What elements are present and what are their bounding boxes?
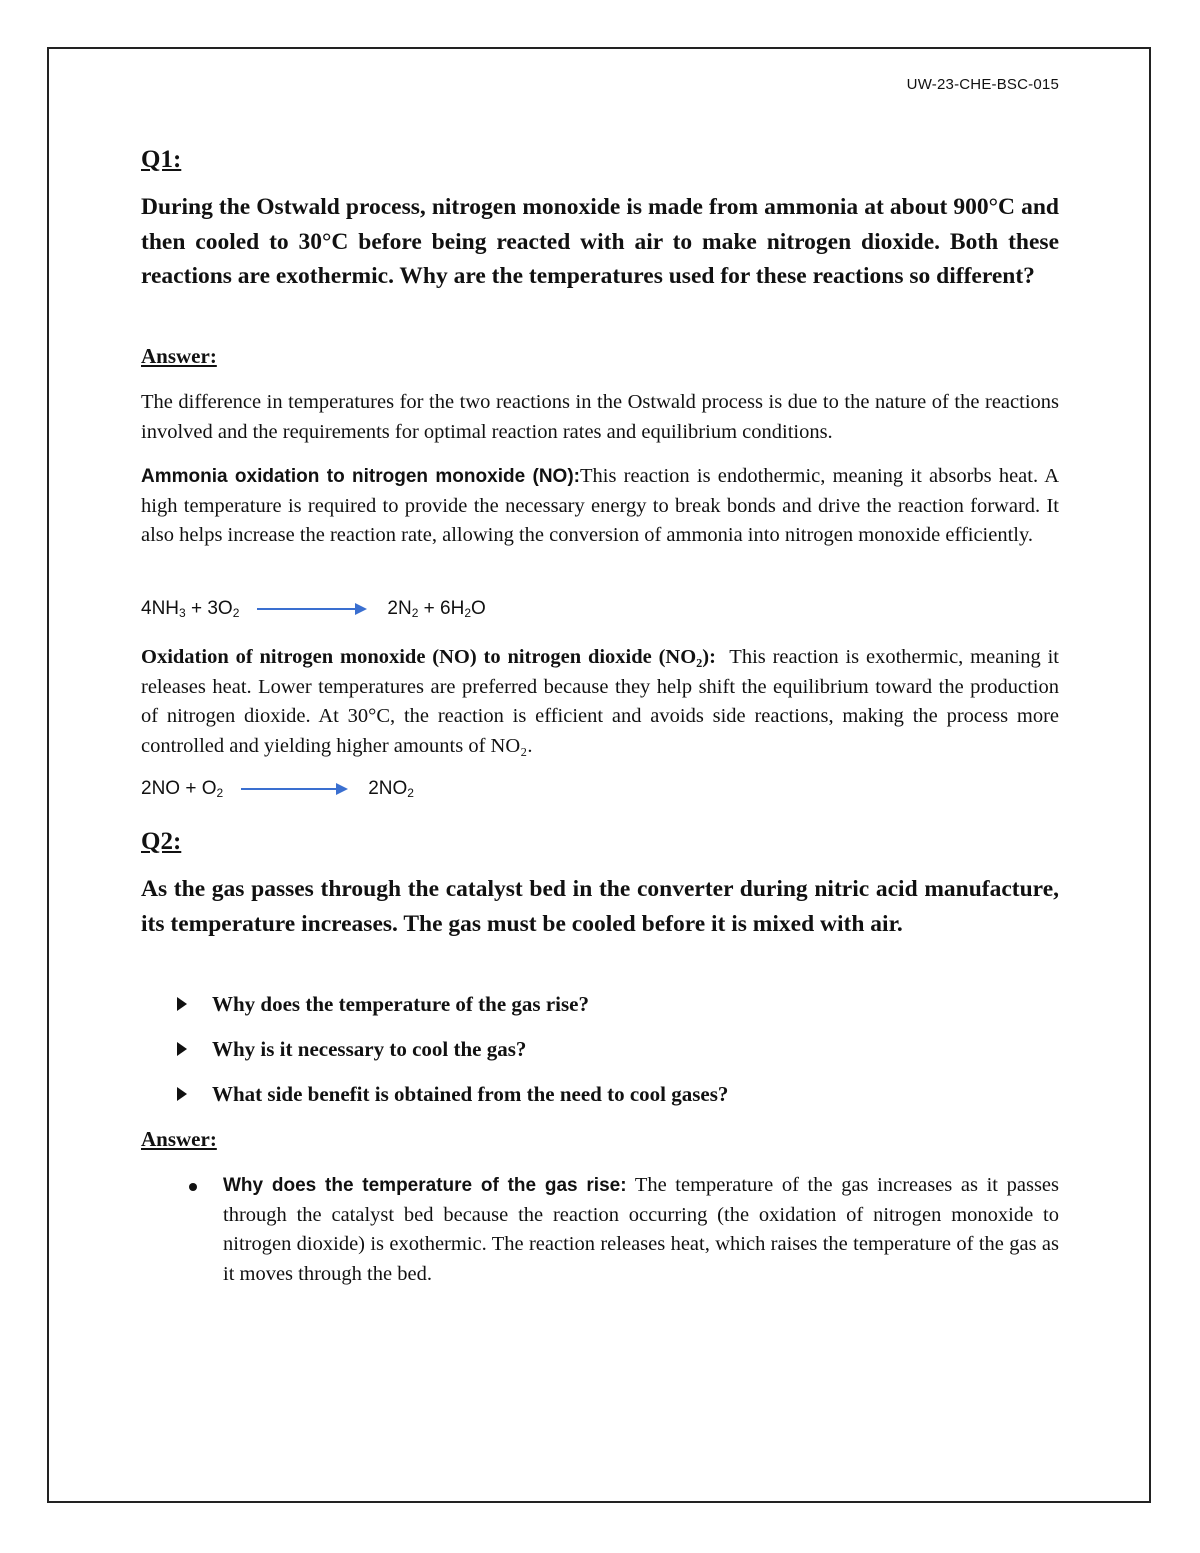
reaction-arrow-icon xyxy=(257,608,365,610)
triangle-bullet-icon xyxy=(177,1087,187,1101)
q1-part1 xyxy=(141,462,1059,551)
q1-answer-label: Answer: xyxy=(141,344,217,368)
q2-answer-1-text: The temperature of the gas increases as it passes through the catalyst bed because the reaction occurring (the oxidation of nitrogen monoxide to nitrogen dioxide) is exothermic. The reaction releases heat, which raises the temperature of the gas as it moves through the bed. xyxy=(223,1174,1059,1285)
q2-answer-1-lead: Why does the temperature of the gas rise: xyxy=(223,1175,627,1196)
q1-part2 xyxy=(141,643,1059,761)
q2-heading: Q2: xyxy=(141,828,182,855)
eq2-rhs: $2NO_2$ xyxy=(368,778,414,800)
list-item xyxy=(189,1171,1059,1289)
q2-question: As the gas passes through the catalyst bed in the converter during nitric acid manufacture, its temperature increases. The gas must be cooled before it is mixed with air. xyxy=(141,876,1059,937)
triangle-bullet-icon xyxy=(177,1042,187,1056)
q1-intro: The difference in temperatures for the two reactions in the Ostwald process is due to the nature of the reactions involved and the requirements for optimal reaction rates and equilibrium conditions. xyxy=(141,391,1059,443)
reaction-arrow-icon xyxy=(241,788,346,790)
q1-part1-lead: Ammonia oxidation to nitrogen monoxide (NO): xyxy=(141,466,580,487)
eq1-lhs: $4NH_3 + 3O_2$ xyxy=(141,598,240,620)
q1-part1-text: This reaction is endothermic, meaning it absorbs heat. A high temperature is required to provide the necessary energy to break bonds and drive the reaction forward. It also helps increase the reaction rate, allowing the conversion of ammonia into nitrogen monoxide efficiently. xyxy=(141,465,1059,546)
list-item: Why is it necessary to cool the gas? xyxy=(177,1037,728,1082)
eq2-lhs: $2NO + O_2$ xyxy=(141,778,224,800)
document-id: UW-23-CHE-BSC-015 xyxy=(906,76,1059,93)
eq1-rhs: $2N_2 + 6H_2O$ xyxy=(387,598,486,620)
bullet-dot-icon xyxy=(189,1183,197,1191)
triangle-bullet-icon xyxy=(177,997,187,1011)
list-item: Why does the temperature of the gas rise? xyxy=(177,992,728,1037)
q1-heading: Q1: xyxy=(141,146,182,173)
equation-2 xyxy=(141,778,414,800)
q1-part2-text: This reaction is exothermic, meaning it releases heat. Lower temperatures are preferred because they help shift the equilibrium toward the production of nitrogen dioxide. At 30°C, the reaction is efficient and avoids side reactions, making the process more controlled and yielding higher amounts of NO₂. xyxy=(141,646,1059,757)
q2-sub-questions xyxy=(177,992,728,1127)
q1-part2-lead: Oxidation of nitrogen monoxide (NO) to nitrogen dioxide (NO₂): xyxy=(141,646,716,668)
equation-1 xyxy=(141,598,486,620)
q2-answer-label: Answer: xyxy=(141,1127,217,1151)
q2-answer-1 xyxy=(223,1171,1059,1289)
q1-question: During the Ostwald process, nitrogen monoxide is made from ammonia at about 900°C and then cooled to 30°C before being reacted with air to make nitrogen dioxide. Both these reactions are exothermic. Why are the temperatures used for these reactions so different? xyxy=(141,194,1059,289)
list-item: What side benefit is obtained from the need to cool gases? xyxy=(177,1082,728,1127)
